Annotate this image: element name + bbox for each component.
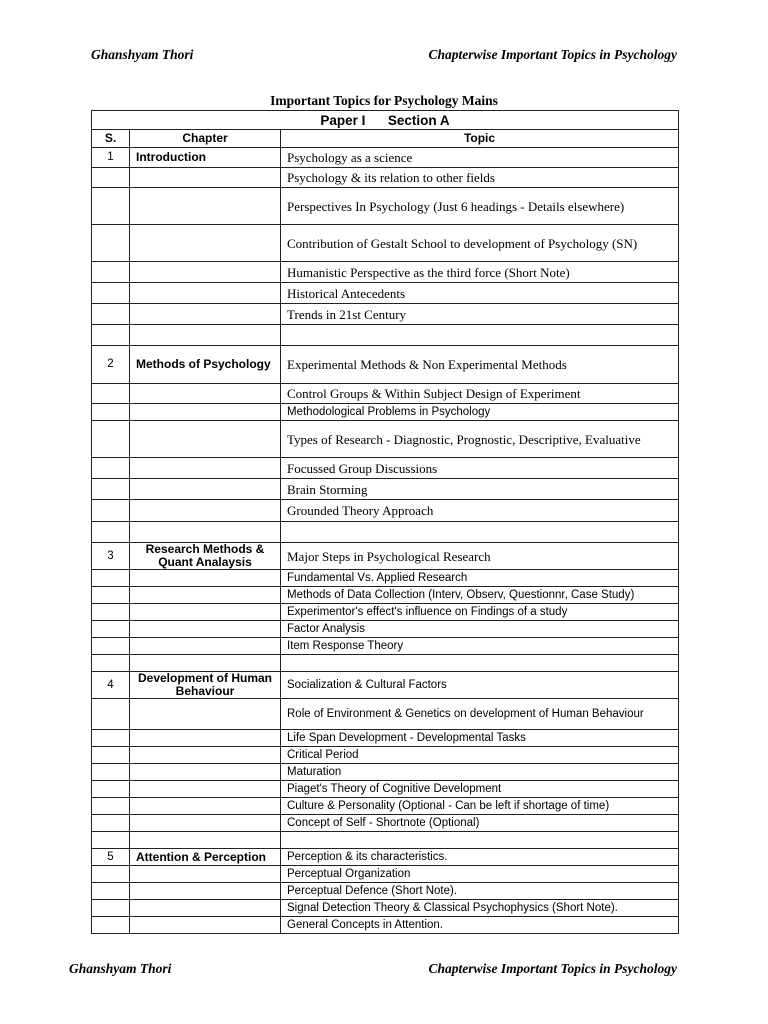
serial-number-cell [92,655,130,672]
table-row [92,604,679,621]
serial-number-cell [92,815,130,832]
topic-cell: Signal Detection Theory & Classical Psychophysics (Short Note). [281,900,679,917]
table-row [92,404,679,421]
chapter-cell [130,815,281,832]
topic-cell: Role of Environment & Genetics on development of Human Behaviour [281,699,679,730]
chapter-cell [130,747,281,764]
chapter-cell [130,832,281,849]
table-row [92,621,679,638]
table-row [92,522,679,543]
serial-number-cell [92,883,130,900]
topic-cell: Perceptual Defence (Short Note). [281,883,679,900]
page-header-title: Chapterwise Important Topics in Psychology [428,47,677,62]
topic-cell: Perception & its characteristics. [281,849,679,866]
topic-cell [281,655,679,672]
chapter-cell [130,188,281,225]
chapter-cell [130,168,281,188]
table-row [92,655,679,672]
topic-cell: Culture & Personality (Optional - Can be left if shortage of time) [281,798,679,815]
chapter-cell [130,404,281,421]
table-row [92,849,679,866]
serial-number-cell [92,304,130,325]
topic-cell [281,832,679,849]
section-band-row [92,111,679,130]
serial-number-cell [92,283,130,304]
table-row [92,672,679,699]
serial-number-cell [92,262,130,283]
chapter-cell [130,917,281,934]
chapter-cell [130,421,281,458]
table-row [92,764,679,781]
topic-cell: Types of Research - Diagnostic, Prognostic, Descriptive, Evaluative [281,421,679,458]
chapter-cell [130,621,281,638]
chapter-cell: Research Methods & Quant Analaysis [130,543,281,570]
chapter-cell [130,225,281,262]
topic-cell: Fundamental Vs. Applied Research [281,570,679,587]
chapter-cell [130,570,281,587]
topic-cell: Life Span Development - Developmental Tasks [281,730,679,747]
table-row [92,781,679,798]
topic-cell: Perspectives In Psychology (Just 6 headings - Details elsewhere) [281,188,679,225]
serial-number-cell [92,479,130,500]
topic-cell: Major Steps in Psychological Research [281,543,679,570]
table-row [92,866,679,883]
serial-number-cell [92,900,130,917]
column-header-topic: Topic [281,130,679,148]
topic-cell: Contribution of Gestalt School to development of Psychology (SN) [281,225,679,262]
chapter-cell [130,500,281,522]
page-footer-author: Ghanshyam Thori [69,961,172,976]
serial-number-cell: 3 [92,543,130,570]
serial-number-cell [92,730,130,747]
table-row [92,479,679,500]
serial-number-cell [92,325,130,346]
table-row [92,225,679,262]
table-row [92,730,679,747]
chapter-cell [130,458,281,479]
serial-number-cell: 5 [92,849,130,866]
serial-number-cell [92,638,130,655]
chapter-cell [130,699,281,730]
table-row [92,304,679,325]
serial-number-cell: 4 [92,672,130,699]
topic-cell: Maturation [281,764,679,781]
chapter-cell [130,262,281,283]
chapter-cell [130,587,281,604]
column-header-chapter: Chapter [130,130,281,148]
chapter-cell [130,479,281,500]
topic-cell: General Concepts in Attention. [281,917,679,934]
serial-number-cell [92,421,130,458]
chapter-cell [130,781,281,798]
column-header-row [92,130,679,148]
topic-cell: Psychology as a science [281,148,679,168]
chapter-cell [130,604,281,621]
chapter-cell: Attention & Perception [130,849,281,866]
serial-number-cell [92,764,130,781]
serial-number-cell [92,458,130,479]
table-row [92,543,679,570]
topic-cell: Humanistic Perspective as the third force (Short Note) [281,262,679,283]
table-row [92,458,679,479]
topic-cell: Control Groups & Within Subject Design of Experiment [281,384,679,404]
topic-cell: Psychology & its relation to other fields [281,168,679,188]
serial-number-cell [92,781,130,798]
serial-number-cell [92,404,130,421]
serial-number-cell: 2 [92,346,130,384]
serial-number-cell [92,570,130,587]
serial-number-cell [92,917,130,934]
table-row [92,384,679,404]
chapter-cell [130,866,281,883]
topic-cell: Historical Antecedents [281,283,679,304]
table-row [92,346,679,384]
serial-number-cell [92,500,130,522]
chapter-cell: Development of Human Behaviour [130,672,281,699]
serial-number-cell [92,384,130,404]
serial-number-cell [92,699,130,730]
table-row [92,917,679,934]
table-row [92,699,679,730]
chapter-cell [130,798,281,815]
serial-number-cell [92,621,130,638]
serial-number-cell [92,522,130,543]
serial-number-cell [92,747,130,764]
page-footer-title: Chapterwise Important Topics in Psychology [428,961,677,976]
topic-cell: Methodological Problems in Psychology [281,404,679,421]
table-row [92,325,679,346]
chapter-cell [130,655,281,672]
table-row [92,168,679,188]
chapter-cell [130,638,281,655]
topic-cell: Trends in 21st Century [281,304,679,325]
topic-cell: Item Response Theory [281,638,679,655]
table-row [92,638,679,655]
topic-cell: Experimentor's effect's influence on Findings of a study [281,604,679,621]
topic-cell: Piaget's Theory of Cognitive Development [281,781,679,798]
chapter-cell [130,325,281,346]
topic-cell [281,325,679,346]
topic-cell: Socialization & Cultural Factors [281,672,679,699]
table-row [92,500,679,522]
topic-cell: Experimental Methods & Non Experimental Methods [281,346,679,384]
serial-number-cell: 1 [92,148,130,168]
table-row [92,883,679,900]
chapter-cell [130,764,281,781]
serial-number-cell [92,866,130,883]
table-row [92,283,679,304]
chapter-cell [130,522,281,543]
serial-number-cell [92,604,130,621]
table-row [92,747,679,764]
topic-cell: Grounded Theory Approach [281,500,679,522]
chapter-cell: Methods of Psychology [130,346,281,384]
topic-cell: Perceptual Organization [281,866,679,883]
table-row [92,798,679,815]
chapter-cell [130,304,281,325]
table-row [92,262,679,283]
page-header-author: Ghanshyam Thori [91,47,194,62]
table-row [92,188,679,225]
table-row [92,832,679,849]
topics-table [91,110,679,934]
chapter-cell [130,883,281,900]
table-row [92,421,679,458]
document-title: Important Topics for Psychology Mains [270,93,498,108]
table-row [92,587,679,604]
table-row [92,148,679,168]
serial-number-cell [92,168,130,188]
chapter-cell [130,283,281,304]
serial-number-cell [92,587,130,604]
serial-number-cell [92,188,130,225]
serial-number-cell [92,832,130,849]
topic-cell: Focussed Group Discussions [281,458,679,479]
table-row [92,815,679,832]
topic-cell [281,522,679,543]
topic-cell: Concept of Self - Shortnote (Optional) [281,815,679,832]
table-row [92,900,679,917]
topic-cell: Factor Analysis [281,621,679,638]
table-row [92,570,679,587]
column-header-sn: S. [92,130,130,148]
chapter-cell [130,730,281,747]
topic-cell: Methods of Data Collection (Interv, Observ, Questionnr, Case Study) [281,587,679,604]
chapter-cell [130,900,281,917]
serial-number-cell [92,225,130,262]
section-band: Paper I Section A [92,111,679,130]
topic-cell: Critical Period [281,747,679,764]
chapter-cell [130,384,281,404]
chapter-cell: Introduction [130,148,281,168]
topic-cell: Brain Storming [281,479,679,500]
serial-number-cell [92,798,130,815]
